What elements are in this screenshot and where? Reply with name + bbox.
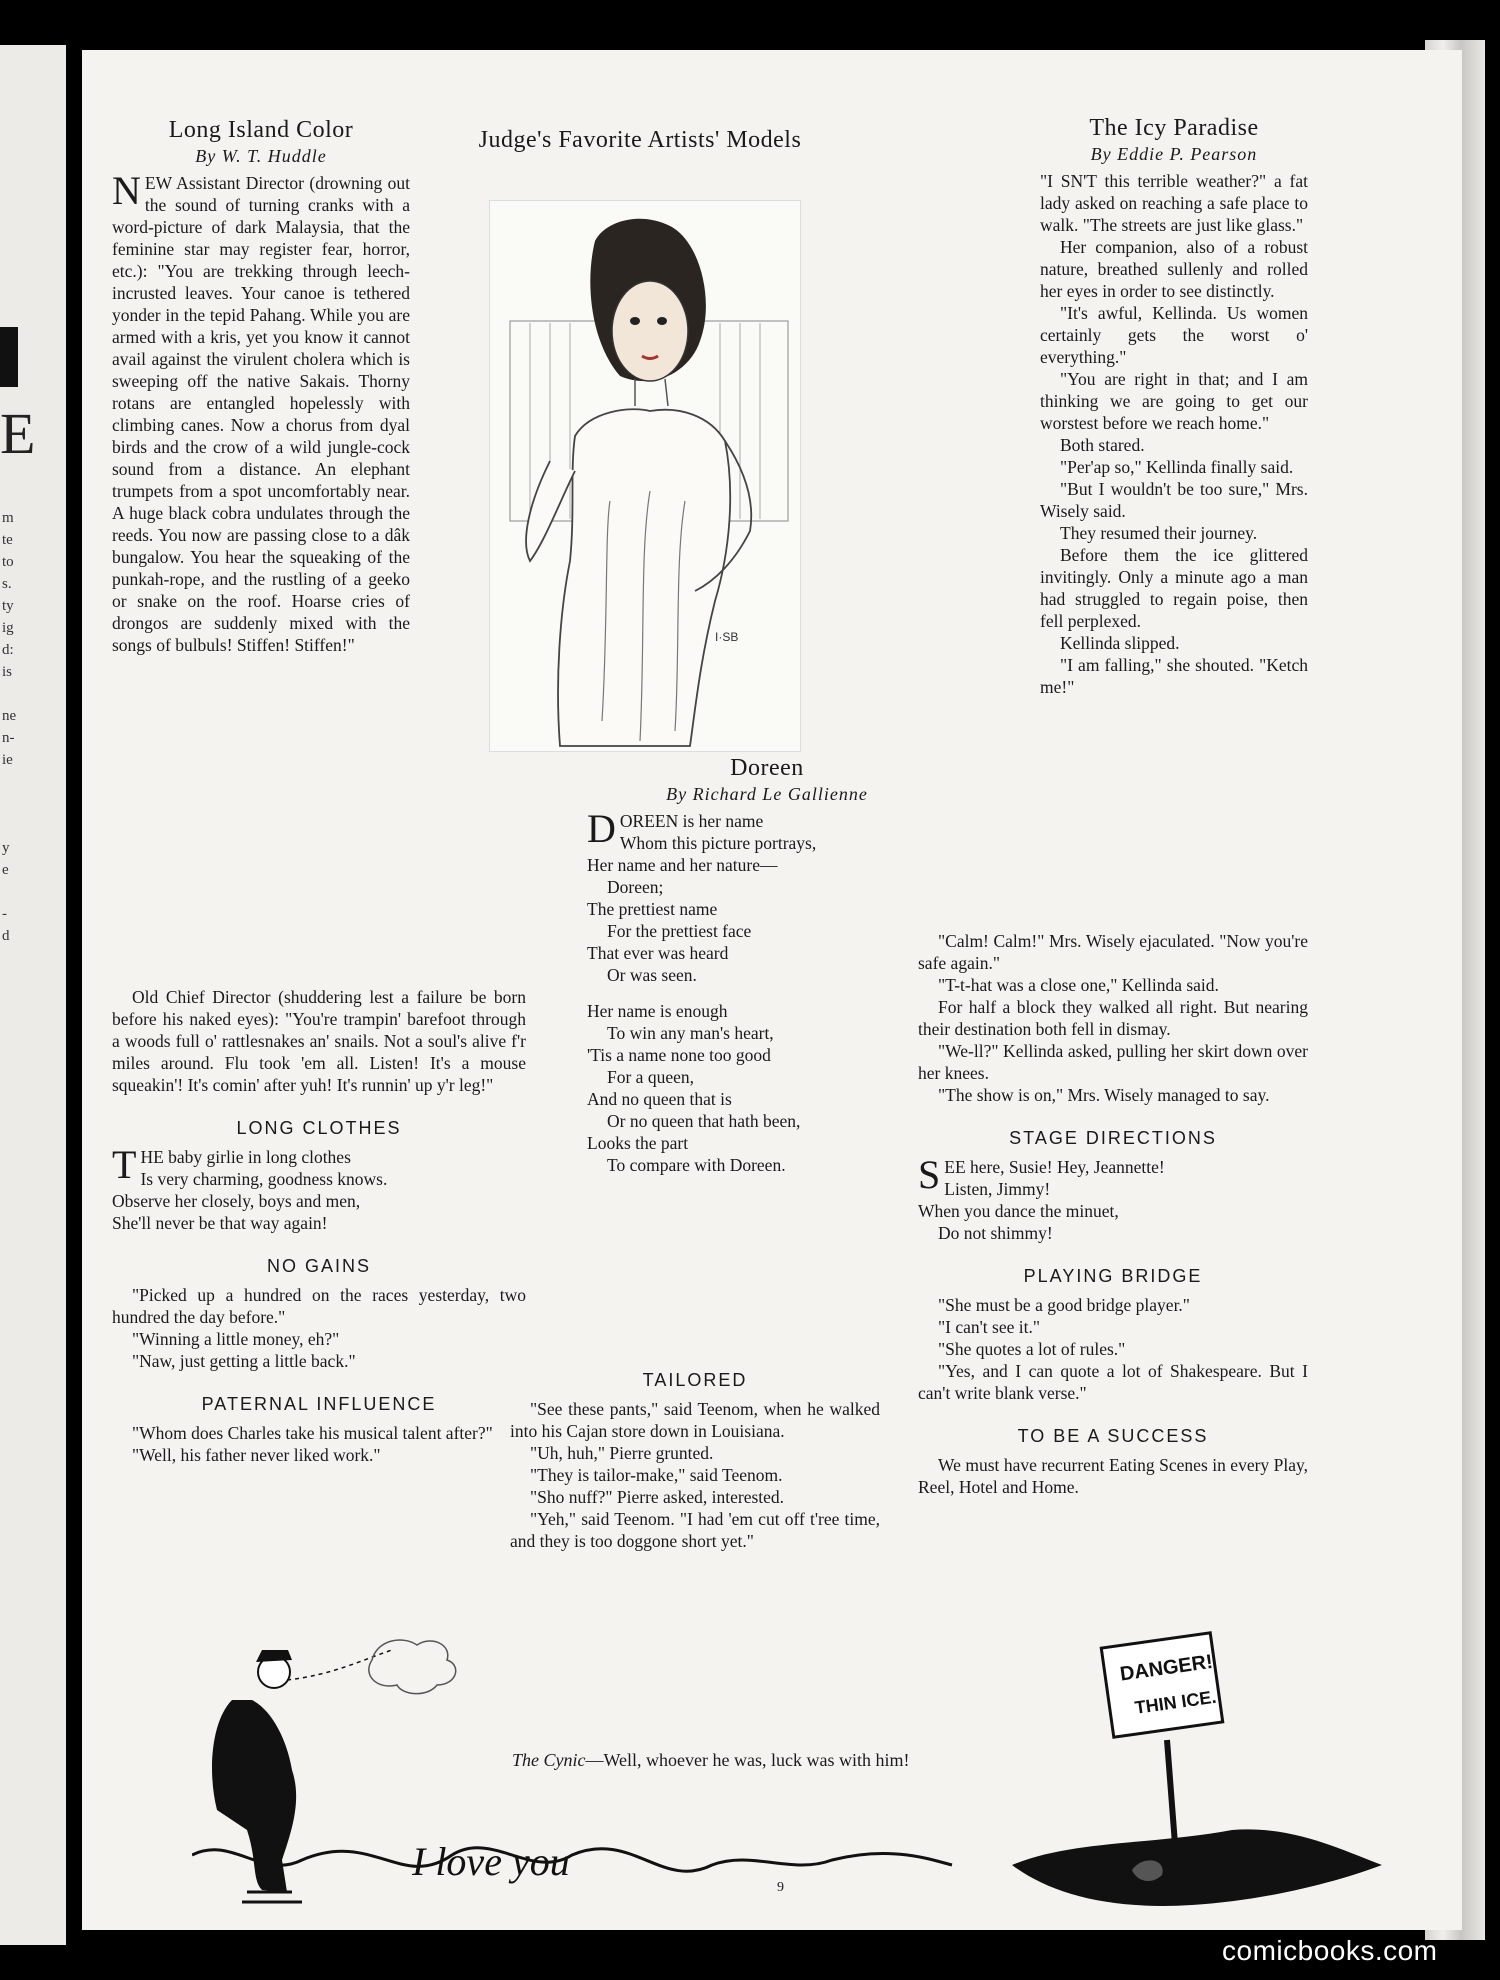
poem-spacer [587, 986, 947, 1000]
prev-page-fragment: n- [2, 730, 15, 746]
poem-line: To compare with Doreen. [607, 1155, 786, 1175]
icy-paragraph: "But I wouldn't be too sure," Mrs. Wisely said. [1040, 479, 1308, 521]
prev-page-fragment [2, 771, 16, 793]
icy-paragraph: "You are right in that; and I am thinking we are going to get our worstest before we reach home." [1040, 369, 1308, 433]
icy-first-para: "I SN'T this terrible weather?" a fat lady asked on reaching a safe place to walk. "The streets are just like glass." [1040, 171, 1308, 235]
prev-page-fragments [2, 507, 16, 947]
heading-playing-bridge: PLAYING BRIDGE [1023, 1266, 1203, 1286]
stage-line: When you dance the minuet, [918, 1201, 1119, 1221]
heading-long-clothes: LONG CLOTHES [236, 1118, 402, 1138]
tailored-line: "Uh, huh," Pierre grunted. [530, 1443, 714, 1463]
poem-line: Or no queen that hath been, [607, 1111, 801, 1131]
long-clothes-line: HE baby girlie in long clothes [140, 1147, 351, 1167]
success-text: We must have recurrent Eating Scenes in every Play, Reel, Hotel and Home. [918, 1455, 1308, 1497]
sign-danger: DANGER! [1118, 1650, 1215, 1686]
bridge-line: "She must be a good bridge player." [938, 1295, 1190, 1315]
icy-paragraph: Before them the ice glittered invitingly. Only a minute ago a man had struggled to regain poise, then fell perplexed. [1040, 545, 1308, 631]
bridge-lines [918, 1294, 1308, 1404]
prev-page-fragment: ty [2, 598, 14, 614]
page-number: 9 [777, 1880, 784, 1895]
tailored-line: "Yeh," said Teenom. "I had 'em cut off t'ree time, and they is too doggone short yet." [510, 1509, 880, 1551]
paternal-line: "Well, his father never liked work." [132, 1445, 381, 1465]
poem-line: Whom this picture portrays, [619, 833, 817, 853]
artist-signature: I·SB [715, 630, 739, 644]
prev-page-fragment [2, 881, 16, 903]
prev-page-fragment: to [2, 554, 14, 570]
prev-page-fragment: ig [2, 620, 14, 636]
icy-paragraph: Both stared. [1060, 435, 1145, 455]
no-gains-line: "Picked up a hundred on the races yesterday, two hundred the day before." [112, 1285, 526, 1327]
prev-page-fragment: - [2, 906, 7, 922]
skating-cartoon [192, 1630, 1392, 1930]
prev-page-fragment: m [2, 510, 14, 526]
tailored-line: "Sho nuff?" Pierre asked, interested. [530, 1487, 785, 1507]
dropcap-t: T [112, 1142, 137, 1187]
long-clothes-line: Observe her closely, boys and men, [112, 1191, 361, 1211]
heading-no-gains: NO GAINS [266, 1256, 371, 1276]
poem-line: Or was seen. [607, 965, 697, 985]
prev-page-fragment: d [2, 928, 10, 944]
icy-paragraphs [1040, 236, 1308, 698]
stage-line: EE here, Susie! Hey, Jeannette! [944, 1157, 1165, 1177]
heading-to-be-a-success: TO BE A SUCCESS [1017, 1426, 1209, 1446]
doreen-title: Doreen [730, 755, 804, 781]
tailored-column [510, 1368, 880, 1552]
long-island-para-2: Old Chief Director (shuddering lest a failure be born before his naked eyes): "You're trampin' barefoot through a woods full o' rattlesnakes an' snails. Not a soul's alive f'r miles around. Flu took 'em all. Listen! It's a mouse squeakin'! It's comin' after yuh! It's runnin' up y'r leg!" [112, 987, 526, 1095]
poem-line: To win any man's heart, [607, 1023, 774, 1043]
poem-line: The prettiest name [587, 899, 718, 919]
prev-page-fragment [2, 815, 16, 837]
poem-line: Looks the part [587, 1133, 689, 1153]
no-gains-line: "Naw, just getting a little back." [132, 1351, 356, 1371]
sign-thin-ice: THIN ICE. [1133, 1686, 1218, 1718]
prev-page-fragment: ie [2, 752, 13, 768]
caption-text: —Well, whoever he was, luck was with him! [585, 1750, 910, 1770]
icy-paragraph: "I am falling," she shouted. "Ketch me!" [1040, 655, 1308, 697]
prev-page-bar [0, 327, 18, 387]
icy-paragraph: "The show is on," Mrs. Wisely managed to say. [938, 1085, 1270, 1105]
doreen-byline: By Richard Le Gallienne [666, 784, 868, 804]
icy-paragraph: "T-t-hat was a close one," Kellinda said. [938, 975, 1219, 995]
icy-paragraph: They resumed their journey. [1060, 523, 1258, 543]
prev-page-fragment: d: [2, 642, 14, 658]
article-title-long-island: Long Island Color [168, 117, 354, 143]
poem-line: For the prettiest face [607, 921, 752, 941]
watermark: comicbooks.com [1222, 1935, 1438, 1966]
stage-poem [918, 1152, 1308, 1244]
stage-line: Listen, Jimmy! [944, 1179, 1051, 1199]
prev-page-fragment [2, 793, 16, 815]
prev-page-letter: E [0, 401, 36, 466]
bridge-line: "Yes, and I can quote a lot of Shakespeare. But I can't write blank verse." [918, 1361, 1308, 1403]
magazine-page [82, 50, 1462, 1930]
icy-paragraph: For half a block they walked all right. But nearing their destination both fell in dismay. [918, 997, 1308, 1039]
cartoon-caption [512, 1750, 909, 1771]
no-gains-line: "Winning a little money, eh?" [132, 1329, 340, 1349]
icy-paragraph: "Calm! Calm!" Mrs. Wisely ejaculated. "Now you're safe again." [918, 931, 1308, 973]
prev-page-fragment: y [2, 840, 10, 856]
long-clothes-line: Is very charming, goodness knows. [140, 1169, 388, 1189]
icy-title: The Icy Paradise [1089, 115, 1259, 141]
center-title: Judge's Favorite Artists' Models [478, 127, 802, 153]
icy-column [1040, 114, 1308, 698]
icy-paragraph: Kellinda slipped. [1060, 633, 1180, 653]
icy-paragraph: "It's awful, Kellinda. Us women certainly gets the worst o' everything." [1040, 303, 1308, 367]
ice-script-text: I love you [412, 1839, 570, 1884]
icy-paragraphs-wide [918, 930, 1308, 1106]
bridge-line: "I can't see it." [938, 1317, 1040, 1337]
poem-line: Doreen; [607, 877, 664, 897]
heading-paternal-influence: PATERNAL INFLUENCE [201, 1394, 437, 1414]
poem-line: And no queen that is [587, 1089, 732, 1109]
doreen-column [587, 754, 947, 1176]
poem-line: That ever was heard [587, 943, 729, 963]
model-illustration [489, 200, 801, 752]
icy-paragraph: Her companion, also of a robust nature, breathed sullenly and rolled her eyes in order to see distinctly. [1040, 237, 1308, 301]
poem-line: OREEN is her name [619, 811, 764, 831]
caption-speaker: The Cynic [512, 1750, 586, 1770]
heading-stage-directions: STAGE DIRECTIONS [1009, 1128, 1217, 1148]
icy-byline: By Eddie P. Pearson [1090, 144, 1258, 164]
tailored-line: "See these pants," said Teenom, when he walked into his Cajan store down in Louisiana. [510, 1399, 880, 1441]
prev-page-fragment: is [2, 664, 13, 680]
icy-paragraph: "Per'ap so," Kellinda finally said. [1060, 457, 1294, 477]
long-clothes-line: She'll never be that way again! [112, 1213, 328, 1233]
dropcap-s: S [918, 1152, 941, 1197]
tailored-line: "They is tailor-make," said Teenom. [530, 1465, 783, 1485]
long-island-text-1: EW Assistant Director (drowning out the sound of turning cranks with a word-picture of dark Malaysia, that the feminine star may register fear, horror, etc.): "You are trekking through leech-incrusted leaves. Your canoe is tethered yonder in the tepid Pahang. While you are armed with a kris, yet you know it cannot avail against the virulent cholera which is sweeping off the native Sakais. Thorny rotans are entangled hopelessly with climbing canes. Now a chorus from dyal birds and the crow of a wild jungle-cock sound from a distance. An elephant trumpets from a spot uncomfortably near. A huge black cobra undulates through the reeds. You now are passing close to a dâk bungalow. You hear the squeaking of the punkah-rope, and the rustling of a geeko or snake on the roof. Hoarse cries of drongos are suddenly mixed with the songs of bulbuls! Stiffen! Stiffen!" [112, 173, 410, 655]
left-column [112, 116, 410, 656]
paternal-line: "Whom does Charles take his musical talent after?" [132, 1423, 493, 1443]
left-column-wide [112, 986, 526, 1466]
prev-page-fragment: te [2, 532, 13, 548]
bridge-line: "She quotes a lot of rules." [938, 1339, 1126, 1359]
dropcap-d: D [587, 806, 616, 851]
byline-huddle: By W. T. Huddle [195, 146, 327, 166]
dropcap-n: N [112, 168, 141, 213]
model-drawing [490, 201, 800, 751]
long-island-para-1 [112, 168, 410, 656]
poem-line: For a queen, [607, 1067, 694, 1087]
prev-page-fragment: e [2, 862, 9, 878]
icy-paragraph: "We-ll?" Kellinda asked, pulling her skirt down over her knees. [918, 1041, 1308, 1083]
prev-page-fragment: s. [2, 576, 12, 592]
heading-tailored: TAILORED [642, 1370, 748, 1390]
poem-long-clothes [112, 1142, 526, 1234]
doreen-poem [587, 806, 947, 1176]
center-header [420, 126, 860, 154]
stage-line: Do not shimmy! [938, 1223, 1053, 1243]
poem-line: Her name is enough [587, 1001, 728, 1021]
poem-line: Her name and her nature— [587, 855, 778, 875]
prev-page-fragment: ne [2, 708, 17, 724]
poem-line: 'Tis a name none too good [587, 1045, 771, 1065]
danger-sign [1101, 1633, 1222, 1870]
icy-column-wide [918, 930, 1308, 1498]
previous-page-edge [0, 45, 66, 1945]
prev-page-fragment [2, 683, 16, 705]
